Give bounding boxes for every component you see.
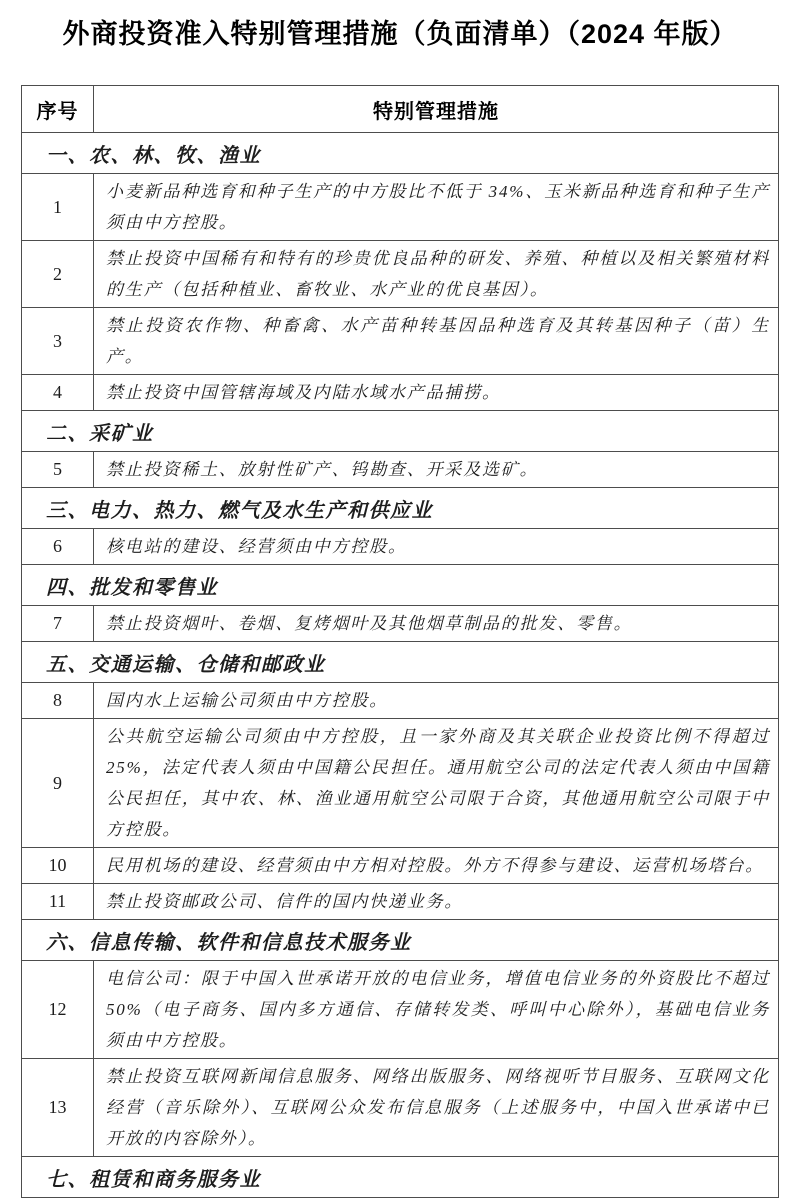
- table-row: [22, 529, 779, 565]
- table-row: [22, 174, 779, 241]
- row-measure: 禁止投资互联网新闻信息服务、网络出版服务、网络视听节目服务、互联网文化经营（音乐除外）、互联网公众发布信息服务（上述服务中，中国入世承诺中已开放的内容除外）。: [94, 1059, 779, 1157]
- table-row: [22, 488, 779, 529]
- section-header: 四、批发和零售业: [22, 565, 779, 606]
- row-measure: 国内水上运输公司须由中方控股。: [94, 683, 779, 719]
- table-row: [22, 308, 779, 375]
- row-measure: 小麦新品种选育和种子生产的中方股比不低于 34%、玉米新品种选育和种子生产须由中方控股。: [94, 174, 779, 241]
- table-header-row: [22, 86, 779, 133]
- row-number: 8: [22, 683, 94, 719]
- row-number: 11: [22, 884, 94, 920]
- page-title: 外商投资准入特别管理措施（负面清单）（2024 年版）: [62, 19, 738, 49]
- table-row: [22, 452, 779, 488]
- section-header: 七、租赁和商务服务业: [22, 1157, 779, 1198]
- section-header: 一、农、林、牧、渔业: [22, 133, 779, 174]
- section-header: 二、采矿业: [22, 411, 779, 452]
- row-number: 12: [22, 961, 94, 1059]
- row-number: 9: [22, 719, 94, 848]
- row-number: 10: [22, 848, 94, 884]
- negative-list-table: [21, 85, 779, 1198]
- table-row: [22, 375, 779, 411]
- row-measure: 禁止投资中国管辖海域及内陆水域水产品捕捞。: [94, 375, 779, 411]
- table-row: [22, 642, 779, 683]
- section-header: 五、交通运输、仓储和邮政业: [22, 642, 779, 683]
- table-row: [22, 411, 779, 452]
- table-row: [22, 884, 779, 920]
- table-row: [22, 1157, 779, 1198]
- section-header: 六、信息传输、软件和信息技术服务业: [22, 920, 779, 961]
- table-row: [22, 683, 779, 719]
- row-measure: 电信公司：限于中国入世承诺开放的电信业务，增值电信业务的外资股比不超过 50%（电子商务、国内多方通信、存储转发类、呼叫中心除外），基础电信业务须由中方控股。: [94, 961, 779, 1059]
- row-measure: 禁止投资农作物、种畜禽、水产苗种转基因品种选育及其转基因种子（苗）生产。: [94, 308, 779, 375]
- row-measure: 民用机场的建设、经营须由中方相对控股。外方不得参与建设、运营机场塔台。: [94, 848, 779, 884]
- table-row: [22, 961, 779, 1059]
- row-number: 4: [22, 375, 94, 411]
- table-row: [22, 606, 779, 642]
- table-row: [22, 241, 779, 308]
- table-row: [22, 565, 779, 606]
- row-measure: 禁止投资稀土、放射性矿产、钨勘查、开采及选矿。: [94, 452, 779, 488]
- row-number: 7: [22, 606, 94, 642]
- row-measure: 禁止投资烟叶、卷烟、复烤烟叶及其他烟草制品的批发、零售。: [94, 606, 779, 642]
- table-row: [22, 848, 779, 884]
- row-measure: 禁止投资中国稀有和特有的珍贵优良品种的研发、养殖、种植以及相关繁殖材料的生产（包括种植业、畜牧业、水产业的优良基因）。: [94, 241, 779, 308]
- row-number: 1: [22, 174, 94, 241]
- row-number: 6: [22, 529, 94, 565]
- table-row: [22, 1059, 779, 1157]
- header-index: 序号: [22, 86, 94, 133]
- row-measure: 公共航空运输公司须由中方控股，且一家外商及其关联企业投资比例不得超过 25%，法定代表人须由中国籍公民担任。通用航空公司的法定代表人须由中国籍公民担任，其中农、林、渔业通用航空公司限于合资，其他通用航空公司限于中方控股。: [94, 719, 779, 848]
- table-row: [22, 719, 779, 848]
- row-measure: 禁止投资邮政公司、信件的国内快递业务。: [94, 884, 779, 920]
- section-header: 三、电力、热力、燃气及水生产和供应业: [22, 488, 779, 529]
- table-row: [22, 920, 779, 961]
- row-number: 3: [22, 308, 94, 375]
- row-number: 5: [22, 452, 94, 488]
- row-number: 13: [22, 1059, 94, 1157]
- row-measure: 核电站的建设、经营须由中方控股。: [94, 529, 779, 565]
- header-measure: 特别管理措施: [94, 86, 779, 133]
- table-row: [22, 133, 779, 174]
- row-number: 2: [22, 241, 94, 308]
